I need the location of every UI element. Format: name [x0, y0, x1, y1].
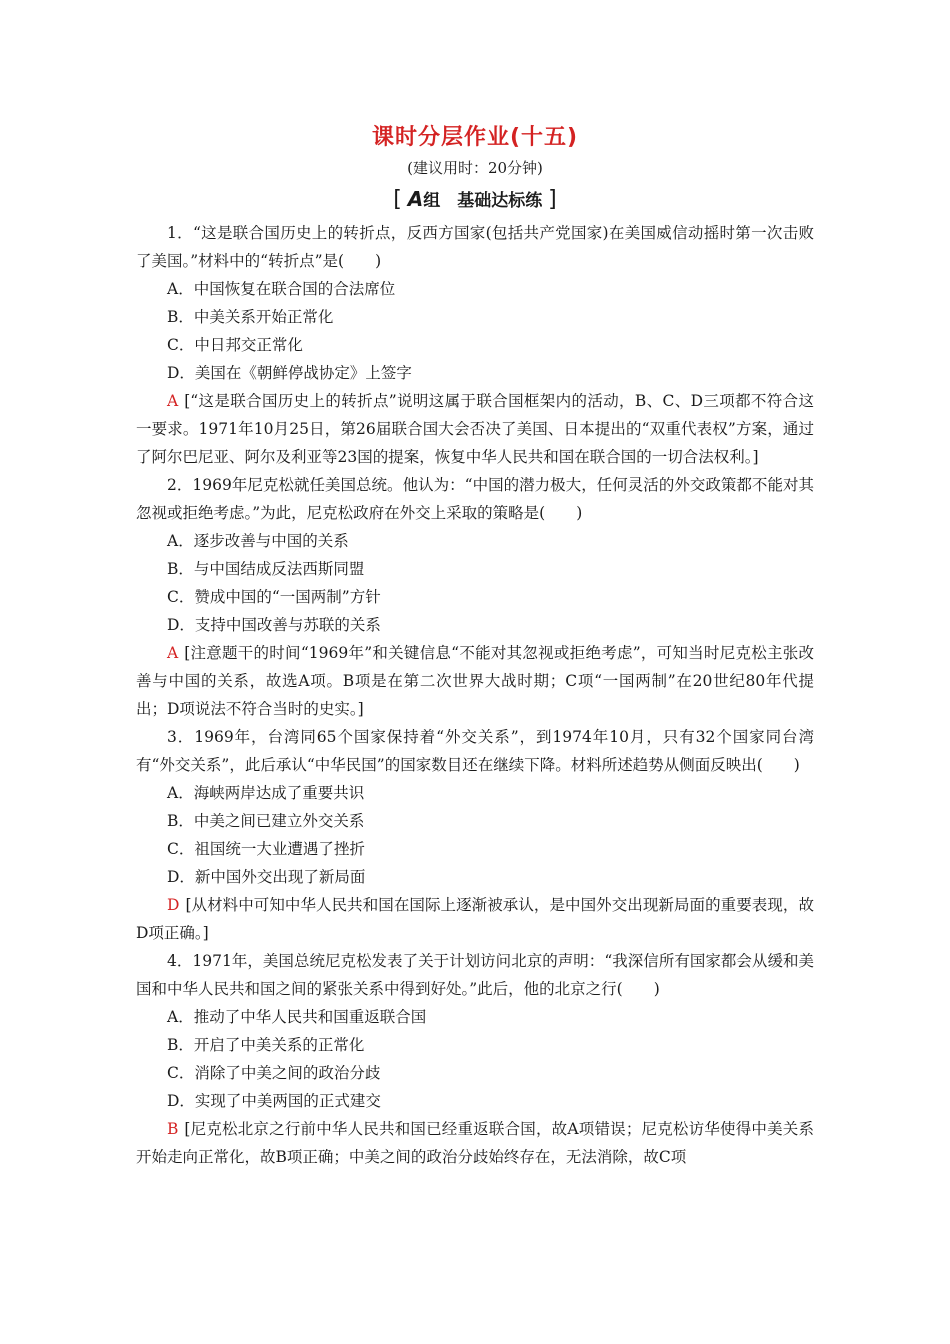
question-stem: 4．1971年，美国总统尼克松发表了关于计划访问北京的声明：“我深信所有国家都会从缓和美国和中华人民共和国之间的紧张关系中得到好处。”此后，他的北京之行( ): [136, 952, 814, 998]
explanation: [尼克松北京之行前中华人民共和国已经重返联合国，故A项错误；尼克松访华使得中美关系开始走向正常化，故B项正确；中美之间的政治分歧始终存在，无法消除，故C项: [136, 1120, 814, 1166]
option: A．推动了中华人民共和国重返联合国: [167, 1008, 427, 1026]
bracket-left: [: [393, 187, 402, 212]
answer-key: D: [167, 896, 180, 914]
option: D．美国在《朝鲜停战协定》上签字: [167, 364, 412, 382]
explanation: [“这是联合国历史上的转折点”说明这属于联合国框架内的活动，B、C、D三项都不符合这一要求。1971年10月25日，第26届联合国大会否决了美国、日本提出的“双重代表权”方案，通过了阿尔巴尼亚、阿尔及利亚等23国的提案，恢复中华人民共和国在联合国的一切合法权利。]: [136, 392, 814, 466]
answer-key: B: [167, 1120, 179, 1138]
section-heading: [0, 186, 950, 212]
bracket-right: ]: [548, 187, 557, 212]
answer-block: [136, 891, 814, 947]
option: C．赞成中国的“一国两制”方针: [167, 588, 381, 606]
group-label: 组 基础达标练: [423, 191, 543, 211]
option: A．逐步改善与中国的关系: [167, 532, 349, 550]
option: D．支持中国改善与苏联的关系: [167, 616, 381, 634]
answer-block: [136, 387, 814, 471]
suggested-time: (建议用时：20分钟): [407, 159, 543, 177]
option: B．中美之间已建立外交关系: [167, 812, 365, 830]
explanation: [注意题干的时间“1969年”和关键信息“不能对其忽视或拒绝考虑”，可知当时尼克松主张改善与中国的关系，故选A项。B项是在第二次世界大战时期；C项“一国两制”在20世纪80年代提出；D项说法不符合当时的史实。]: [136, 644, 814, 718]
option: D．新中国外交出现了新局面: [167, 868, 366, 886]
group-letter: A: [407, 187, 424, 211]
answer-key: A: [167, 392, 179, 410]
question-stem: 1．“这是联合国历史上的转折点，反西方国家(包括共产党国家)在美国威信动摇时第一次击败了美国。”材料中的“转折点”是( ): [136, 224, 814, 270]
answer-block: [136, 1115, 814, 1171]
option: C．中日邦交正常化: [167, 336, 303, 354]
question-stem: 2．1969年尼克松就任美国总统。他认为：“中国的潜力极大，任何灵活的外交政策都不能对其忽视或拒绝考虑。”为此，尼克松政府在外交上采取的策略是( ): [136, 476, 814, 522]
option: D．实现了中美两国的正式建交: [167, 1092, 381, 1110]
page-title: 课时分层作业(十五): [371, 125, 579, 150]
answer-key: A: [167, 644, 179, 662]
explanation: [从材料中可知中华人民共和国在国际上逐渐被承认，是中国外交出现新局面的重要表现，故D项正确。]: [136, 896, 814, 942]
option: C．祖国统一大业遭遇了挫折: [167, 840, 365, 858]
answer-block: [136, 639, 814, 723]
question-stem: 3．1969年，台湾同65个国家保持着“外交关系”，到1974年10月，只有32个国家同台湾有“外交关系”，此后承认“中华民国”的国家数目还在继续下降。材料所述趋势从侧面反映出( ): [136, 728, 814, 774]
option: B．与中国结成反法西斯同盟: [167, 560, 365, 578]
option: C．消除了中美之间的政治分歧: [167, 1064, 381, 1082]
option: B．开启了中美关系的正常化: [167, 1036, 365, 1054]
question-list: [136, 219, 814, 1171]
option: A．海峡两岸达成了重要共识: [167, 784, 365, 802]
option: A．中国恢复在联合国的合法席位: [167, 280, 396, 298]
option: B．中美关系开始正常化: [167, 308, 334, 326]
